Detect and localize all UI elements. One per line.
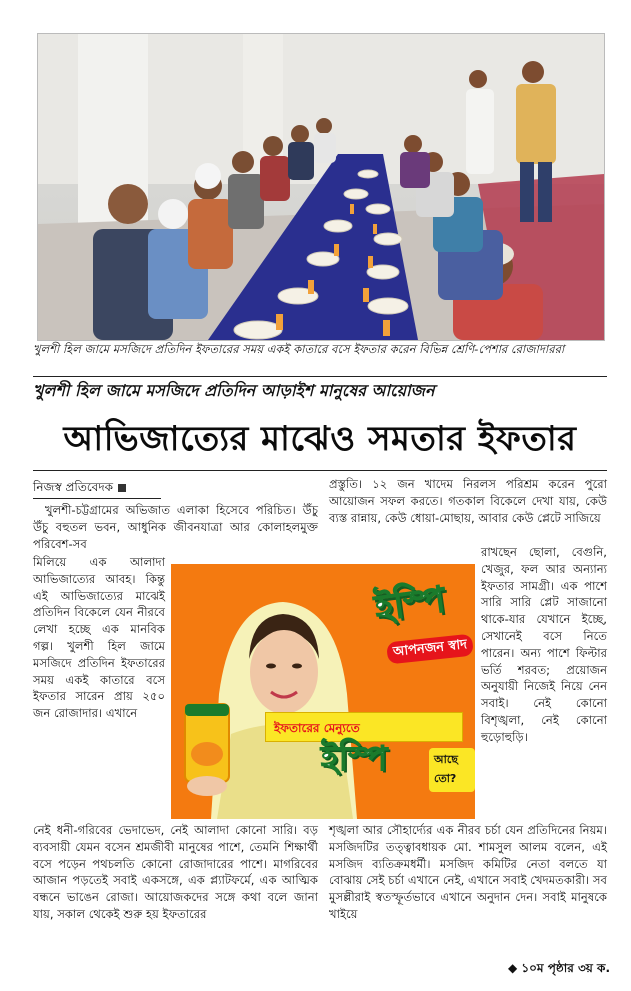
iftar-photo-illustration <box>38 34 604 340</box>
byline <box>33 478 126 496</box>
ad-tagline: আছে তো? <box>429 748 475 792</box>
news-photo <box>37 33 605 341</box>
advertisement <box>171 564 475 819</box>
article-col1-narrow: মিলিয়ে এক আলাদা আভিজাত্যের আবহ। কিন্তু এই আভিজাত্যের মাঝেই প্রতিদিন বিকেলে যেন নীরবে লেখা হচ্ছে এক মানবিক গল্প। খুলশী হিল জামে মসজিদে প্রতিদিন ইফতারের সময় একই কাতারে বসে ইফতার সারেন প্রায় ২৫০ জন রোজাদার। এখানে <box>33 555 165 721</box>
continued-text: ১০ম পৃষ্ঠার ৩য় ক. <box>521 961 610 975</box>
continued-note <box>508 960 610 980</box>
divider <box>33 498 161 499</box>
arrow-right-icon: ◆ <box>507 961 522 975</box>
headline: আভিজাত্যের মাঝেও সমতার ইফতার <box>63 419 577 459</box>
photo-caption: খুলশী হিল জামে মসজিদে প্রতিদিন ইফতারের সময় একই কাতারে বসে ইফতার করেন বিভিন্ন শ্রেণি-পেশার রোজাদাররা <box>33 342 565 356</box>
divider <box>33 470 607 471</box>
kicker: খুলশী হিল জামে মসজিদে প্রতিদিন আড়াইশ মানুষের আয়োজন <box>33 381 435 400</box>
newspaper-clipping <box>11 10 620 982</box>
square-bullet-icon <box>118 484 126 492</box>
divider <box>33 376 607 377</box>
reporter-name: নিজস্ব প্রতিবেদক <box>33 480 114 494</box>
article-col1-bottom: নেই ধনী-গরিবের ভেদাভেদ, নেই আলাদা কোনো সারি। বড় ব্যবসায়ী যেমন বসেন শ্রমজীবী মানুষের পাশে, তেমনি শিক্ষার্থী বসে পড়েন পথচলতি কোনো রোজাদারের পাশে। মাগরিবের আজান পড়তেই সবাই একসঙ্গে, এক প্ল্যাটফর্মে, এক আত্মিক বন্ধনে ভাঙেন রোজা। আয়োজকদের সঙ্গে কথা বলে জানা যায়, সকাল থেকেই শুরু হয় ইফতারের <box>33 823 318 921</box>
ad-brand-name: ইস্পি <box>321 739 388 779</box>
article-col2-top: প্রস্তুতি। ১২ জন খাদেম নিরলস পরিশ্রম করেন পুরো আয়োজন সফল করতে। গতকাল বিকেলে দেখা যায়, কেউ ব্যস্ত রান্নায়, কেউ ধোয়া-মোছায়, আবার কেউ প্লেটে সাজিয়ে <box>329 477 607 525</box>
ad-slogan: আপনজন স্বাদ <box>386 634 474 665</box>
brand-logo: ইস্পি <box>372 579 448 630</box>
article-col2-bottom: শৃঙ্খলা আর সৌহার্দ্যের এক নীরব চর্চা যেন প্রতিদিনের নিয়ম। মসজিদটির তত্ত্বাবধায়ক মো. শামসুল আলম বলেন, এই মসজিদ ব্যতিক্রমধর্মী। মসজিদ কমিটির নেতা বলতে যা বোঝায় সেই চর্চা এখানে নেই, এখানে সবাই খেদমতকারী। সব মুসল্লীরাই স্বতস্ফূর্তভাবে এখানে অনুদান দেন। সবাই মানুষকে খাইয়ে <box>329 823 607 921</box>
ad-band-text: ইফতারের মেন্যুতে <box>265 712 463 742</box>
article-col1-top: খুলশী-চট্টগ্রামের অভিজাত এলাকা হিসেবে পরিচিত। উঁচু উঁচু বহুতল ভবন, আধুনিক জীবনযাত্রা আর কোলাহলমুক্ত পরিবেশ-সব <box>33 503 318 551</box>
article-col2-narrow: রাখছেন ছোলা, বেগুনি, খেজুর, ফল আর অন্যান্য ইফতার সামগ্রী। এক পাশে সারি সারি প্লেট সাজানো থাকে-যার যেখানে ইচ্ছে, সেখানেই বসে নিতে পারেন। অন্য পাশে ফিল্টার ভর্তি শরবত; প্রয়োজন অনুযায়ী নিজেই নিয়ে নেন সবাই। নেই কোনো বিশৃঙ্খলা, নেই কোনো হুড়োহুড়ি। <box>481 545 607 744</box>
